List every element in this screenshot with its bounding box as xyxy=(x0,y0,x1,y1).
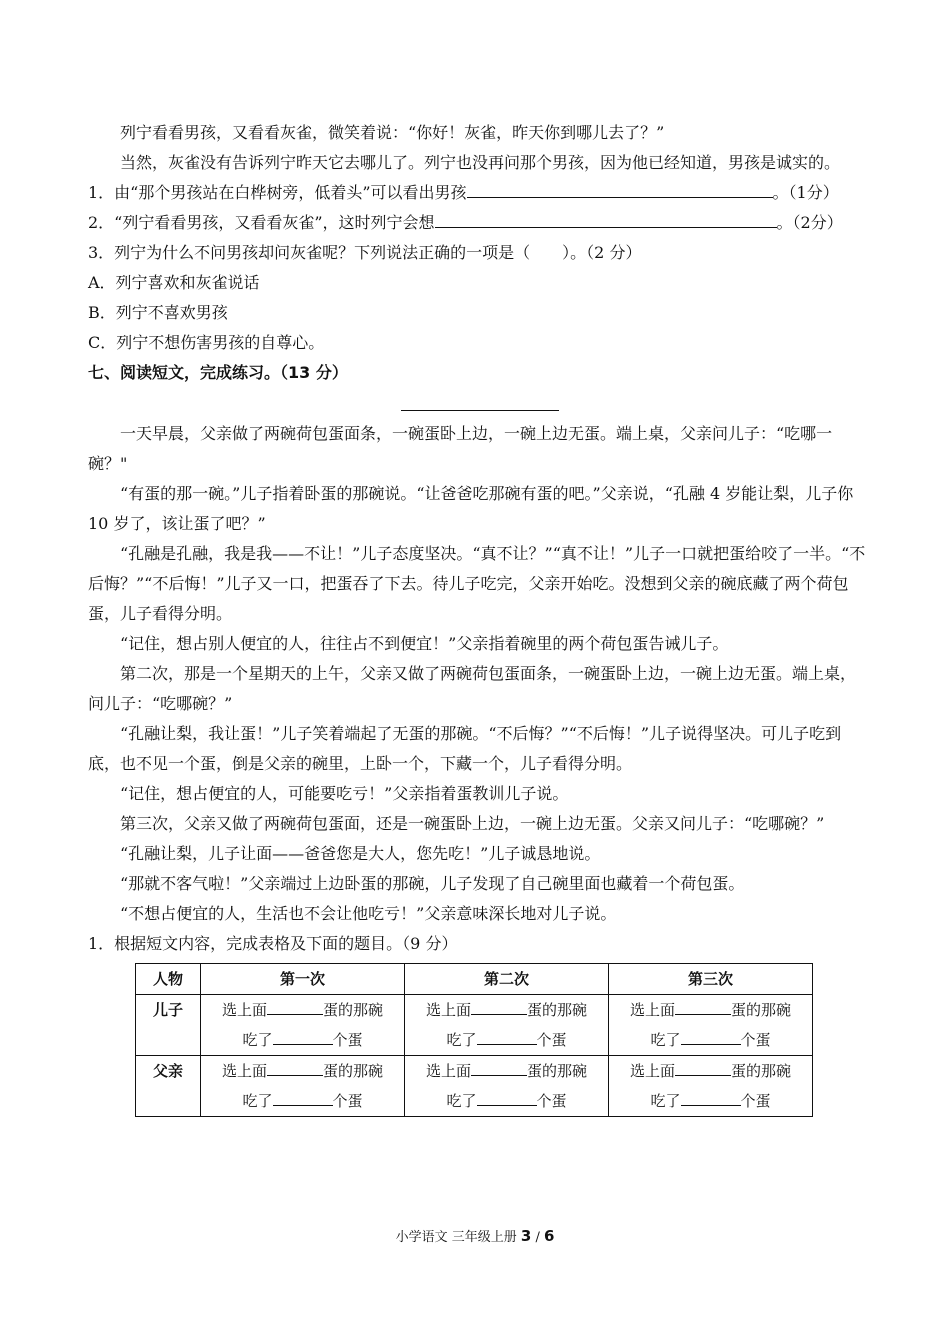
answer-blank[interactable] xyxy=(267,996,323,1015)
story-paragraph: “孔融让梨，我让蛋！”儿子笑着端起了无蛋的那碗。“不后悔？”“不后悔！”儿子说得坚决。可儿子吃到底，也不见一个蛋，倒是父亲的碗里，上卧一个，下藏一个，儿子看得分明。 xyxy=(88,724,842,773)
question-3: 3．列宁为什么不问男孩却问灰雀呢？下列说法正确的一项是（ ）。（2 分） xyxy=(88,243,642,262)
story-paragraph: “孔融是孔融，我是我——不让！”儿子态度坚决。“真不让？”“真不让！”儿子一口就把蛋给咬了一半。“不后悔？”“不后悔！”儿子又一口，把蛋吞了下去。待儿子吃完，父亲开始吃。没想到父亲的碗底藏了两个荷包蛋，儿子看得分明。 xyxy=(88,544,866,623)
passage-paragraph: 当然，灰雀没有告诉列宁昨天它去哪儿了。列宁也没再问那个男孩，因为他已经知道，男孩是诚实的。 xyxy=(120,153,841,172)
table-cell: 选上面 蛋的那碗 吃了 个蛋 xyxy=(201,1056,405,1117)
passage-paragraph: 列宁看看男孩，又看看灰雀，微笑着说：“你好！灰雀，昨天你到哪儿去了？” xyxy=(120,123,665,142)
title-blank-line[interactable] xyxy=(401,392,559,411)
page-content xyxy=(88,118,866,1117)
table-row-father xyxy=(136,1056,813,1117)
answer-blank[interactable] xyxy=(471,1057,527,1076)
question-1: 1．由“那个男孩站在白桦树旁，低着头”可以看出男孩 。（1分） xyxy=(88,178,866,208)
table-cell: 选上面 蛋的那碗 吃了 个蛋 xyxy=(405,1056,609,1117)
page-separator: / xyxy=(535,1230,540,1245)
table-cell: 选上面 蛋的那碗 吃了 个蛋 xyxy=(609,995,813,1056)
answer-blank[interactable] xyxy=(471,996,527,1015)
table-question: 1．根据短文内容，完成表格及下面的题目。（9 分） xyxy=(88,934,458,953)
answer-blank[interactable] xyxy=(273,1087,333,1106)
answer-blank[interactable] xyxy=(675,1057,731,1076)
header-person: 人物 xyxy=(136,964,201,995)
story-paragraph: “记住，想占便宜的人，可能要吃亏！”父亲指着蛋教训儿子说。 xyxy=(120,784,569,803)
story-paragraph: 第三次，父亲又做了两碗荷包蛋面，还是一碗蛋卧上边，一碗上边无蛋。父亲又问儿子：“吃哪碗？” xyxy=(120,814,825,833)
table-header-row xyxy=(136,964,813,995)
story-paragraph: 第二次，那是一个星期天的上午，父亲又做了两碗荷包蛋面条，一碗蛋卧上边，一碗上边无蛋。端上桌，问儿子：“吃哪碗？” xyxy=(88,664,857,713)
table-cell: 选上面 蛋的那碗 吃了 个蛋 xyxy=(201,995,405,1056)
story-paragraph: “有蛋的那一碗。”儿子指着卧蛋的那碗说。“让爸爸吃那碗有蛋的吧。”父亲说，“孔融 4 岁能让梨，儿子你 10 岁了，该让蛋了吧？” xyxy=(88,484,854,533)
answer-blank[interactable] xyxy=(681,1087,741,1106)
answer-blank[interactable] xyxy=(273,1026,333,1045)
answer-blank[interactable] xyxy=(467,179,773,198)
option-b[interactable]: B．列宁不喜欢男孩 xyxy=(88,303,228,322)
answer-blank[interactable] xyxy=(681,1026,741,1045)
header-first: 第一次 xyxy=(201,964,405,995)
page-footer xyxy=(0,1226,950,1245)
answer-blank[interactable] xyxy=(675,996,731,1015)
header-third: 第三次 xyxy=(609,964,813,995)
answer-table xyxy=(135,963,813,1117)
answer-blank[interactable] xyxy=(267,1057,323,1076)
row-label: 父亲 xyxy=(136,1056,201,1117)
section-heading: 七、阅读短文，完成练习。（13 分） xyxy=(88,363,348,382)
option-c[interactable]: C．列宁不想伤害男孩的自尊心。 xyxy=(88,333,325,352)
row-label: 儿子 xyxy=(136,995,201,1056)
table-cell: 选上面 蛋的那碗 吃了 个蛋 xyxy=(405,995,609,1056)
footer-subject: 小学语文 三年级上册 xyxy=(395,1230,517,1245)
page-total: 6 xyxy=(543,1227,555,1245)
story-paragraph: 一天早晨，父亲做了两碗荷包蛋面条，一碗蛋卧上边，一碗上边无蛋。端上桌，父亲问儿子：“吃哪一碗？" xyxy=(88,424,833,473)
header-second: 第二次 xyxy=(405,964,609,995)
page-number: 3 xyxy=(520,1227,532,1245)
answer-blank[interactable] xyxy=(477,1026,537,1045)
question-2: 2．“列宁看看男孩，又看看灰雀”，这时列宁会想 。（2分） xyxy=(88,208,866,238)
answer-blank[interactable] xyxy=(477,1087,537,1106)
answer-blank[interactable] xyxy=(435,209,777,228)
option-a[interactable]: A．列宁喜欢和灰雀说话 xyxy=(88,273,260,292)
story-paragraph: “不想占便宜的人，生活也不会让他吃亏！”父亲意味深长地对儿子说。 xyxy=(120,904,617,923)
table-row-son xyxy=(136,995,813,1056)
story-paragraph: “孔融让梨，儿子让面——爸爸您是大人，您先吃！”儿子诚恳地说。 xyxy=(120,844,601,863)
story-paragraph: “那就不客气啦！”父亲端过上边卧蛋的那碗，儿子发现了自己碗里面也藏着一个荷包蛋。 xyxy=(120,874,745,893)
table-cell: 选上面 蛋的那碗 吃了 个蛋 xyxy=(609,1056,813,1117)
story-paragraph: “记住，想占别人便宜的人，往往占不到便宜！”父亲指着碗里的两个荷包蛋告诫儿子。 xyxy=(120,634,729,653)
